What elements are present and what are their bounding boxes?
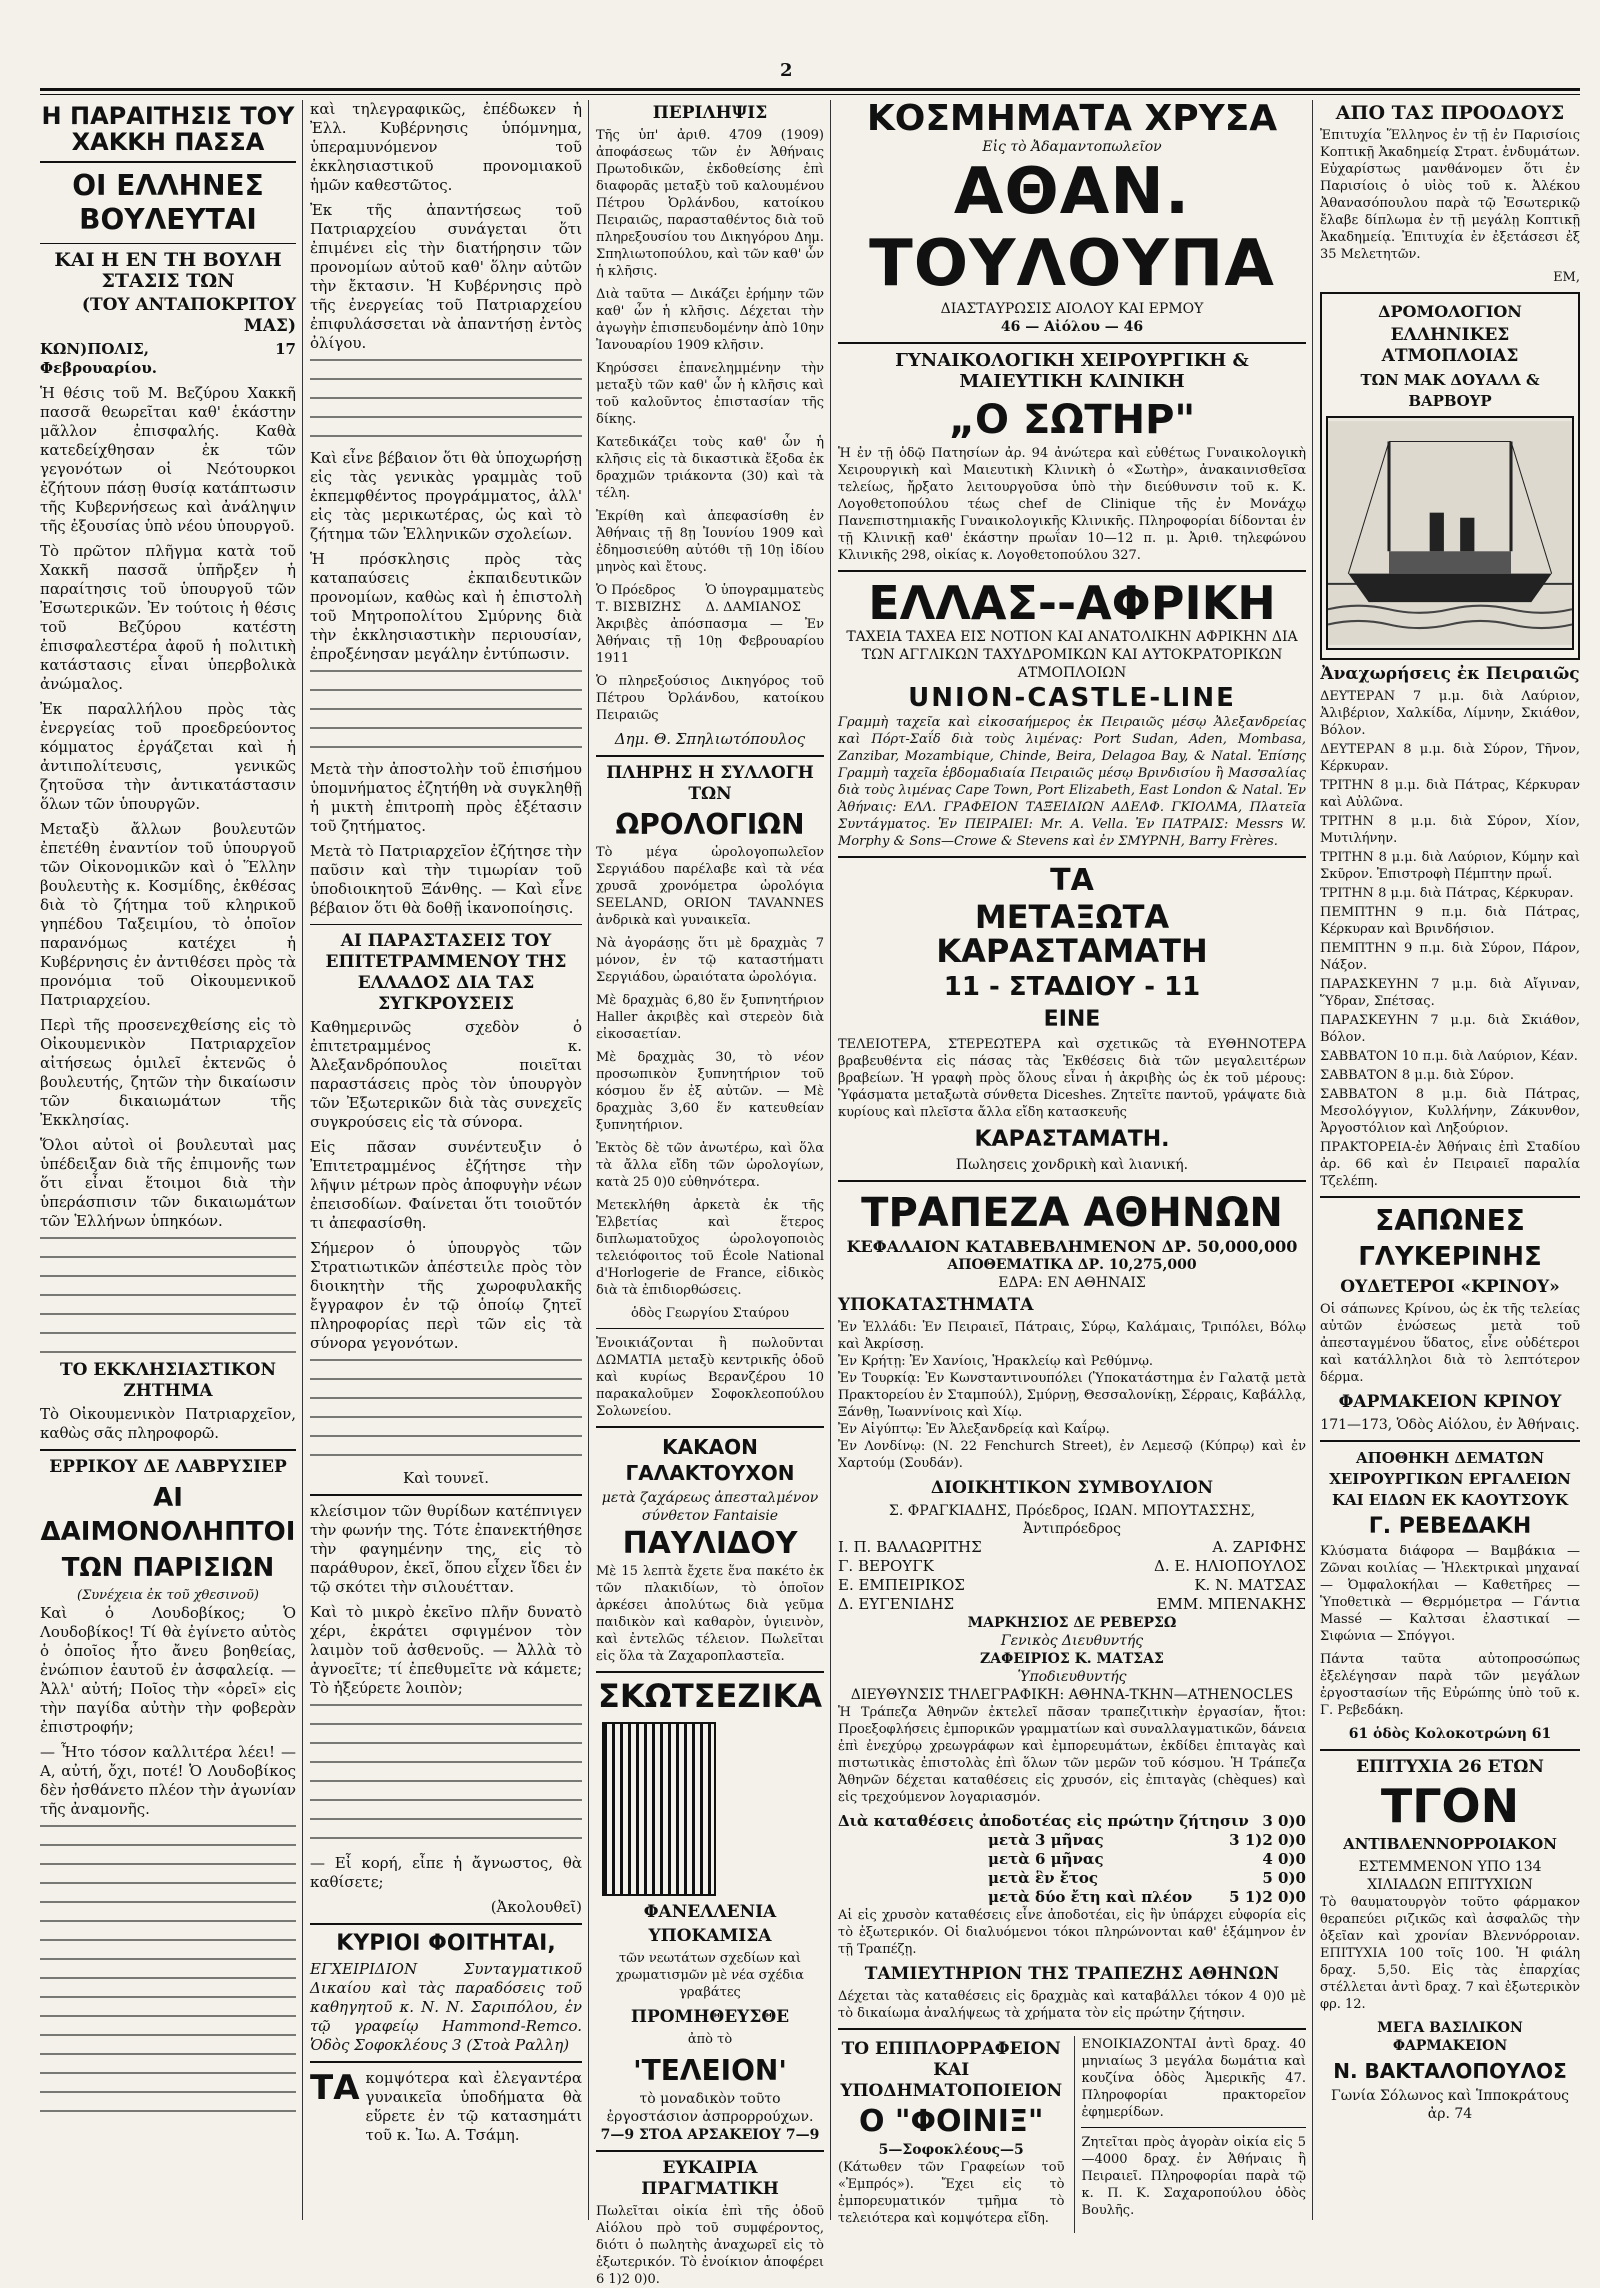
bank-branch: Ἐν Κρήτῃ: Ἐν Χανίοις, Ἡρακλείῳ καὶ Ρεθύμνῳ.	[838, 1354, 1154, 1369]
medical-supply-title: ΑΠΟΘΗΚΗ ΔΕΜΑΤΩΝ ΧΕΙΡΟΥΡΓΙΚΩΝ ΕΡΓΑΛΕΙΩΝ ΚΑΙ ΕΙΔΩΝ ΕΚ ΚΑΟΥΤΣΟΥΚ	[1329, 1449, 1571, 1509]
fabrics-ad-heading: ΜΕΤΑΞΩΤΑ ΚΑΡΑΣΤΑΜΑΤΗ	[936, 898, 1208, 970]
soap-ad-title: ΣΑΠΩΝΕΣ	[1375, 1204, 1525, 1237]
legal-paragraph: Ὁ πληρεξούσιος Δικηγόρος τοῦ Πέτρου Ὀρλάνδου, κατοίκου Πειραιῶς	[596, 674, 824, 723]
cure-ad-heading: ΕΠΙΤΥΧΙΑ 26 ΕΤΩΝ	[1356, 1757, 1544, 1777]
serial-continued: (Ἀκολουθεῖ)	[490, 1898, 582, 1916]
soap-ad-pharmacy: ΦΑΡΜΑΚΕΙΟΝ ΚΡΙΝΟΥ	[1338, 1392, 1562, 1412]
column-rule	[830, 100, 831, 2220]
rate-row	[838, 1888, 1306, 1907]
fabrics-ad-eine: ΕΙΝΕ	[1043, 1007, 1101, 1032]
bank-seat: ΕΔΡΑ: ΕΝ ΑΘΗΝΑΙΣ	[998, 1275, 1146, 1291]
medical-supply-name: Γ. ΡΕΒΕΔΑΚΗ	[1368, 1514, 1532, 1539]
article-paragraph: Ἐκ παραλλήλου πρὸς τὰς ἐνεργείας τοῦ προεδρεύοντος κόμματος ἐργάζεται καὶ ἡ ἀντιπολίτευσις, γενικῶς ζητοῦσα τὴν ἀντικατάστασιν ὅλων τῶν ὑπουργῶν.	[40, 700, 296, 813]
article-paragraph: Σήμερον ὁ ὑπουργὸς τῶν Στρατιωτικῶν ἀπέστειλε πρὸς τὸν διοικητὴν τῆς χωροφυλακῆς ἔγγραφον ἐν τῷ ὁποίῳ ζητεῖ πληροφορίας περὶ τῶν εἰς τὰ σύνορα γεγονότων.	[310, 1239, 582, 1352]
ad-shoes-title: ΤΑ	[310, 2068, 360, 2108]
schedule-entry: ΠΑΡΑΣΚΕΥΗΝ 7 μ.μ. διὰ Αἴγιναν, Ὕδραν, Σπέτσας.	[1320, 977, 1580, 1009]
board-member: Γ. ΒΕΡΟΥΓΚ	[838, 1557, 934, 1575]
scotch-ad-title: ΣΚΩΤΣΕΖΙΚΑ	[597, 1677, 823, 1715]
clinic-ad-text: Ἡ ἐν τῇ ὁδῷ Πατησίων ἀρ. 94 ἀνώτερα καὶ εὐθέτως Γυναικολογικὴ Χειρουργικὴ καὶ Μαιευτικὴ Κλινικὴ ὁ «Σωτὴρ», ἀνακαινισθεῖσα τελείως, ἤρξατο λειτουργοῦσα ὑπὸ τὴν διεύθυνσιν τοῦ κ. Κ. Λογοθετοπούλου τέως chef de Clinique τῆς ἐν Μονάχῳ Πανεπιστημιακῆς Γυναικολογικῆς Κλινικῆς. Πληροφορίαι δίδονται ἐν τῇ Κλινικῇ καθ' ἑκάστην πρωΐαν 10—12 π. μ. Ἀριθ. τηλεφώνου Κλινικῆς 298, οἰκίας κ. Λογοθετοπούλου 327.	[838, 446, 1306, 563]
soap-ad-name: ΓΛΥΚΕΡΙΝΗΣ	[1358, 1242, 1542, 1272]
cure-ad-address: Γωνία Σόλωνος καὶ Ἱπποκράτους ἀρ. 74	[1331, 2088, 1569, 2122]
scotch-item: ΠΡΟΜΗΘΕΥΣΘΕ	[630, 2007, 790, 2027]
teleion-sub: τὸ μοναδικὸν τοῦτο ἐργοστάσιον ἀσπρορρούχων.	[606, 2091, 814, 2125]
serial-title-2: ΤΩΝ ΠΑΡΙΣΙΩΝ	[61, 1553, 275, 1583]
bank-text: Ἡ Τράπεζα Ἀθηνῶν ἐκτελεῖ πᾶσαν τραπεζιτικὴν ἐργασίαν, ἤτοι: Προεξοφλήσεις ἐμπορικῶν γραμματίων καὶ συναλλαγματικῶν, δάνεια ἐπὶ ἐνεχύρῳ χρεωγράφων καὶ ἐμπορευμάτων, ἐκδίδει ἐπιταγὰς καὶ πιστωτικὰς ἐπιστολὰς ἐπὶ ὅλων τῶν μερῶν τοῦ κόσμου. Ἡ Τράπεζα Ἀθηνῶν δέχεται καταθέσεις εἰς χρυσόν, εἰς ἐπιταγὰς (chèques) καὶ εἰς τρεχούμενον λογαριασμόν.	[838, 1705, 1307, 1805]
schedule-entry: ΤΡΙΤΗΝ 8 μ.μ. διὰ Πάτρας, Κέρκυραν καὶ Αὐλῶνα.	[1320, 778, 1580, 810]
jewelry-ad-corner: ΔΙΑΣΤΑΥΡΩΣΙΣ ΑΙΟΛΟΥ ΚΑΙ ΕΡΜΟΥ	[940, 301, 1204, 317]
bank-subdirector: ΖΑΦΕΙΡΙΟΣ Κ. ΜΑΤΣΑΣ	[980, 1651, 1164, 1667]
schedule-title-2: ΕΛΛΗΝΙΚΕΣ ΑΤΜΟΠΛΟΙΑΣ	[1381, 325, 1519, 366]
article-paragraph: Ἡ πρόσκλησις πρὸς τὰς καταπαύσεις ἐκπαιδευτικῶν προνομίων, καθὼς καὶ ἡ ἐπιστολὴ τοῦ Μητροπολίτου Σμύρνης διὰ τὴν ἐκκλησιαστικὴν περιουσίαν, ἐπροξένησαν μεγάλην ἐντύπωσιν.	[310, 550, 582, 663]
scotch-item: ΥΠΟΚΑΜΙΣΑ	[648, 1926, 772, 1946]
rent-ad-text: ΕΝΟΙΚΙΑΖΟΝΤΑΙ ἀντὶ δραχ. 40 μηνιαίως 3 μεγάλα δωμάτια καὶ κουζίνα ὁδὸς Ἀμερικῆς 47. Πληροφορίαι πρακτορεῖον ἐφημερίδων.	[1081, 2037, 1306, 2120]
schedule-entry: ΔΕΥΤΕΡΑΝ 7 μ.μ. διὰ Λαύριον, Ἀλιβέριον, Χαλκίδα, Λίμνην, Σκιάθον, Βόλον.	[1320, 689, 1580, 738]
fabrics-ad-title: ΤΑ	[1050, 863, 1094, 898]
clock-ad-text: Νὰ ἀγοράσῃς ὅτι μὲ δραχμὰς 7 μόνον, ἐν τῷ καταστήματι Σεργιάδου, ὡραιότατα ὡρολόγια.	[596, 936, 824, 985]
schedule-entry: ΠΕΜΠΤΗΝ 9 π.μ. διὰ Σύρον, Πάρον, Νάξον.	[1320, 941, 1580, 973]
schedule-entry: ΣΑΒΒΑΤΟΝ 8 μ.μ. διὰ Σύρον.	[1320, 1068, 1515, 1083]
bank-reserve: ΑΠΟΘΕΜΑΤΙΚΑ ΔΡ. 10,275,000	[947, 1257, 1197, 1273]
article-paragraph: Τὸ πρῶτον πλῆγμα κατὰ τοῦ Χακκῆ πασσᾶ ὑπῆρξεν ἡ παραίτησις τοῦ ὑπουργοῦ τῶν Ἐσωτερικῶν. Ἐν τούτοις ἡ θέσις τοῦ Βεζύρου κατέστη ἐπισφαλεστέρα ἀφοῦ ἡ πολιτικὴ κατάστασις εἶναι ὑπερβολικὰ ἀνώμαλος.	[40, 542, 296, 693]
bank-board-heading: ΔΙΟΙΚΗΤΙΚΟΝ ΣΥΜΒΟΥΛΙΟΝ	[930, 1478, 1214, 1498]
article-paragraph: Ὅλοι αὐτοὶ οἱ βουλευταὶ μας ὑπέδειξαν διὰ τῆς ἐπιμονῆς των ὅτι εἶναι ἕτοιμοι διὰ τὴν ὑπεράσπισιν τῶν δικαιωμάτων τῶν Ἑλλήνων ὑπηκόων.	[40, 1136, 296, 1230]
board-member: Κ. Ν. ΜΑΤΣΑΣ	[1194, 1576, 1306, 1594]
section-heading: ΤΟ ΕΚΚΛΗΣΙΑΣΤΙΚΟΝ ΖΗΤΗΜΑ	[59, 1360, 277, 1401]
text-filler	[310, 670, 582, 760]
headline-resignation: Η ΠΑΡΑΙΤΗΣΙΣ ΤΟΥ ΧΑΚΚΗ ΠΑΣΣΑ	[41, 102, 295, 156]
rate-term: μετὰ ἓν ἔτος	[988, 1869, 1099, 1887]
column-rule	[302, 100, 303, 2220]
signature-president: Ὁ Πρόεδρος Τ. ΒΙΣΒΙΖΗΣ	[596, 583, 682, 615]
rate-value: 3 0)0	[1262, 1812, 1306, 1830]
savings-title: ΤΑΜΙΕΥΤΗΡΙΟΝ ΤΗΣ ΤΡΑΠΕΖΗΣ ΑΘΗΝΩΝ	[864, 1964, 1280, 1984]
cure-ad-text: Τὸ θαυματουργὸν τοῦτο φάρμακον θεραπεύει ριζικῶς καὶ ἀσφαλῶς τὴν ὀξεῖαν καὶ χρονίαν Βλεννόρροιαν. ΕΠΙΤΥΧΙΑ 100 τοῖς 100. Ἡ φιάλη δραχ. 5,50. Εἰς τὰς ἐπαρχίας στέλλεται ἀντὶ δραχ. 7 καὶ ἐξωτερικὸν φρ. 12.	[1320, 1895, 1580, 2012]
cure-ad-name: ΤΓΟΝ	[1380, 1779, 1520, 1833]
cure-ad-sub: ΑΝΤΙΒΛΕΝΝΟΡΡΟΙΑΚΟΝ	[1343, 1835, 1557, 1853]
clock-ad-text: Τὸ μέγα ὡρολογοπωλεῖον Σεργιάδου παρέλαβε καὶ τὰ νέα χρυσᾶ χρονόμετρα ὡρολόγια SEELAND, ORION TAVANNES ἀνδρικὰ καὶ γυναικεῖα.	[596, 845, 824, 928]
bank-branches-heading: ΥΠΟΚΑΤΑΣΤΗΜΑΤΑ	[838, 1295, 1034, 1315]
bank-telegraph: ΔΙΕΥΘΥΝΣΙΣ ΤΗΛΕΓΡΑΦΙΚΗ: ΑΘΗΝΑ-ΤΚΗΝ—ΑΤΗΕΝΟCLES	[850, 1687, 1294, 1703]
board-member: Ι. Π. ΒΑΛΑΩΡΙΤΗΣ	[838, 1538, 982, 1556]
serial-paragraph: Καὶ τὸ μικρὸ ἐκεῖνο πλῆν δυνατὸ χέρι, ἐκράτει σφιγμένον τὸν λαιμὸν τοῦ ἀσθενοῦς. — Ἀλλὰ τὸ ἀγνοεῖτε; τί ἐπεθυμεῖτε νὰ κάμετε; Τὸ ἠξεύρετε λοιπὸν;	[310, 1603, 582, 1697]
shipping-ad-title: ΕΛΛΑΣ--ΑΦΡΙΚΗ	[868, 576, 1276, 630]
rate-row	[838, 1850, 1306, 1869]
clock-ad-address: ὁδὸς Γεωργίου Σταύρου	[630, 1306, 790, 1321]
serial-title: ΑΙ ΔΑΙΜΟΝΟΛΗΠΤΟΙ	[40, 1483, 296, 1547]
signature-secretary: Ὁ ὑπογραμματεὺς Δ. ΔΑΜΙΑΝΟΣ	[705, 583, 824, 615]
board-member: Ε. ΕΜΠΕΙΡΙΚΟΣ	[838, 1576, 965, 1594]
bank-text-2: Αἱ εἰς χρυσὸν καταθέσεις εἶνε ἀποδοτέαι, εἰς ἣν ὑπάρχει εὐφορία εἰς τὸ ἐξωτερικόν. Οἱ διαλυόμενοι τόκοι πληρώνονται καθ' ἑξάμηνον ἐν τῇ Τραπέζῃ.	[838, 1908, 1306, 1957]
clock-ad-title: ΠΛΗΡΗΣ Η ΣΥΛΛΟΓΗ ΤΩΝ	[606, 763, 814, 804]
clock-ad-text: Μετεκλήθη ἀρκετὰ ἐκ τῆς Ἑλβετίας καὶ ἕτερος διπλωματοῦχος ὡρολογοποιὸς τελειόφοιτος τοῦ École National d'Horlogerie de France, εἰδικὸς διὰ τὰ ἐπιδιορθώσεις.	[596, 1198, 824, 1298]
clinic-ad-title: ΓΥΝΑΙΚΟΛΟΓΙΚΗ ΧΕΙΡΟΥΡΓΙΚΗ & ΜΑΙΕΥΤΙΚΗ ΚΛΙΝΙΚΗ	[895, 350, 1249, 392]
rate-term: Διὰ καταθέσεις ἀποδοτέας εἰς πρώτην ζήτησιν	[838, 1812, 1249, 1830]
rooms-ad-text: Ἐνοικιάζονται ἢ πωλοῦνται ΔΩΜΑΤΙΑ μεταξὺ κεντρικῆς ὁδοῦ καὶ κυρίως Βερανζέρου 10 παρακαλοῦμεν Σοφοκλεοπούλου Σολωνείου.	[596, 1336, 824, 1419]
board-member: Δ. Ε. ΗΛΙΟΠΟΥΛΟΣ	[1153, 1557, 1306, 1575]
bank-director: ΜΑΡΚΗΣΙΟΣ ΔΕ ΡΕΒΕΡΣΩ	[967, 1615, 1177, 1631]
cure-ad-depot: ΜΕΓΑ ΒΑΣΙΛΙΚΟΝ ΦΑΡΜΑΚΕΙΟΝ	[1377, 2020, 1523, 2054]
shipping-ad-line: UNION-CASTLE-LINE	[908, 683, 1236, 713]
cocoa-ad-text: Μὲ 15 λεπτὰ ἔχετε ἕνα πακέτο ἐκ τῶν πλακιδίων, τὸ ὁποῖον ἀρκέσει ἀπολύτως διὰ γεῦμα παιδικὸν καὶ καθαρὸν, ὑγιεινὸν, καὶ ἐντελῶς τέλειον. Πωλεῖται εἰς ὅλα τὰ Ζαχαροπλαστεῖα.	[596, 1564, 824, 1664]
article-paragraph: Καθημερινῶς σχεδὸν ὁ ἐπιτετραμμένος κ. Ἀλεξανδρόπουλος ποιεῖται παραστάσεις πρὸς τὸν ὑπουργὸν τῶν Ἐξωτερικῶν διὰ τὰς συνεχεῖς συγκρούσεις εἰς τὰ σύνορα.	[310, 1018, 582, 1131]
summary-title: ΠΕΡΙΛΗΨΙΣ	[652, 103, 768, 123]
article-paragraph: καὶ τηλεγραφικῶς, ἐπέδωκεν ἡ Ἐλλ. Κυβέρνησις ὑπόμνημα, ὑπεραμυνόμενον τοῦ ἐκκλησιαστικοῦ προνομιακοῦ ἡμῶν καθεστῶτος.	[310, 100, 582, 194]
column-rule	[1312, 100, 1313, 2220]
steamship-illustration	[1326, 416, 1574, 650]
fabrics-ad-address: 11 - ΣΤΑΔΙΟΥ - 11	[943, 972, 1201, 1002]
medical-supply-items: Κλύσματα διάφορα — Βαμβάκια — Ζῶναι κοιλίας — Ἠλεκτρικαὶ μηχαναί — Ὀμφαλοκήλαι — Καθετῆρες — Ὑποθετικὰ — Θερμόμετρα — Γάντια Massé — Καλτσαι ἐλαστικαί — Σιφώνια — Σπόγγοι.	[1320, 1544, 1580, 1644]
progress-signature: ΕΜ,	[1553, 270, 1580, 285]
phoenix-name: Ο "ΦΟΙΝΙΞ"	[858, 2104, 1044, 2139]
schedule-title: ΔΡΟΜΟΛΟΓΙΟΝ	[1378, 302, 1522, 321]
schedule-entry: ΠΕΜΠΤΗΝ 9 π.μ. διὰ Πάτρας, Κέρκυραν καὶ Βρινδήσιον.	[1320, 905, 1580, 937]
article-paragraph: Καὶ εἶνε βέβαιον ὅτι θὰ ὑποχωρήσῃ εἰς τὰς γενικὰς γραμμὰς τοῦ ἐκπεμφθέντος προγράμματος, ἀλλ' εἰς τὰς μερικωτέρας, ὡς καὶ τὸ ζήτημα τῶν Ἑλληνικῶν σχολείων.	[310, 449, 582, 543]
bank-title: ΤΡΑΠΕΖΑ ΑΘΗΝΩΝ	[861, 1190, 1283, 1236]
scotch-item: ἀπὸ τὸ	[687, 2032, 733, 2047]
progress-text: Ἐπιτυχία Ἕλληνος ἐν τῇ ἐν Παρισίοις Κοπτικῇ Ἀκαδημείᾳ Στρατ. ἐνδυμάτων. Εὐχαρίστως μανθάνομεν ὅτι ἐν Παρισίοις ὁ υἱὸς τοῦ κ. Ἀλέκου Ἀθανασόπουλου παρὰ τῷ Ἐσωτερικῷ ἔλαβε δίπλωμα ἐν τῇ μεγάλῃ Κοπτικῇ Ἀκαδημείᾳ. Ἐπιτυχία ἐν ἐξετάσεσι ἐξ 35 Μελετητῶν.	[1320, 128, 1580, 262]
cocoa-ad-title: ΚΑΚΑΟΝ ΓΑΛΑΚΤΟΥΧΟΝ	[625, 1435, 795, 1485]
savings-text: Δέχεται τὰς καταθέσεις εἰς δραχμὰς καὶ καταβάλλει τόκον 4 0)0 μὲ τὸ δικαίωμα ἀναλήψεως τὰ χρήματα τὸν εἰς πρώτην ζήτησιν.	[838, 1989, 1306, 2021]
dateline: ΚΩΝ)ΠΟΛΙΣ, 17 Φεβρουαρίου.	[40, 340, 296, 377]
column-4	[838, 98, 1307, 2226]
column-5	[1320, 100, 1580, 2220]
phoenix-address: 5—Σοφοκλέους—5	[878, 2142, 1024, 2158]
serial-paragraph: κλείσιμον τῶν θυρίδων κατέπνιγεν τὴν φωνήν της. Τότε ἐπανεκτήθησε τὴν φαγημένην της, εἰς τὸ παράθυρον, ἐκεῖ, ὅπου εἶχεν ἴδει ἐν τῷ σκότει τὴν σιλουέτταν.	[310, 1502, 582, 1596]
ad-shoes-text: κομψότερα καὶ ἐλεγαντέρα γυναικεῖα ὑποδήματα θὰ εὕρετε ἐν τῷ κατασημάτι τοῦ κ. Ἰω. Α. Τσάμη.	[365, 2069, 582, 2144]
phoenix-pre: ΤΟ ΕΠΙΠΛΟΡΡΑΦΕΙΟΝ ΚΑΙ ΥΠΟΔΗΜΑΤΟΠΟΙΕΙΟΝ	[840, 2039, 1063, 2101]
section-heading: ΑΙ ΠΑΡΑΣΤΑΣΕΙΣ ΤΟΥ ΕΠΙΤΕΤΡΑΜΜΕΝΟΥ ΤΗΣ ΕΛΛΑΔΟΣ ΔΙΑ ΤΑΣ ΣΥΓΚΡΟΥΣΕΙΣ	[325, 931, 567, 1014]
lawyer-name: Δημ. Θ. Σπηλιωτόπουλος	[614, 730, 806, 748]
schedule-entry: ΣΑΒΒΑΤΟΝ 10 π.μ. διὰ Λαύριον, Κέαν.	[1320, 1049, 1578, 1064]
clock-ad-text: Μὲ δραχμὰς 6,80 ἕν ξυπνητήριον Haller ἀκριβὲς καὶ στερεὸν διὰ εἰκοσαετίαν.	[596, 993, 824, 1042]
cocoa-ad-brand: ΠΑΥΛΙΔΟΥ	[622, 1526, 798, 1561]
clock-ad-text: Μὲ δραχμὰς 30, τὸ νέον προσωπικὸν ξυπνητήριον τοῦ κόσμου ἕν ἐξ αὐτῶν. — Μὲ δραχμὰς 3,60 ἕν κατευθείαν ξυπνητήριον.	[596, 1050, 824, 1133]
article-paragraph: Μετὰ τὴν ἀποστολὴν τοῦ ἐπισήμου ὑπομνήματος ἐζητήθη νὰ συγκληθῇ ἡ μικτὴ ἐπιτροπὴ πρὸς ἐξέτασιν τοῦ ζητήματος.	[310, 760, 582, 835]
text-filler	[310, 1359, 582, 1469]
scotch-item: ΦΑΝΕΛΛΕΝΙΑ	[643, 1902, 777, 1922]
fabrics-ad-end: Πωλησεις χονδρικὴ καὶ λιανική.	[955, 1157, 1189, 1173]
article-paragraph: Μεταξὺ ἄλλων βουλευτῶν ἐπετέθη ἐναντίον τοῦ ὑπουργοῦ τῶν Οἰκονομικῶν καὶ ὁ Ἕλλην βουλευτὴς κ. Κοσμίδης, ἐκθέσας διὰ τὸ ζήτημα τοῦ κληρικοῦ γηπέδου Ταξειμίου, τὸ ὁποῖον παρανόμως κατέχει ἡ Κυβέρνησις ἐν ἀντιθέσει πρὸς τὰ προνόμια τοῦ Οἰκουμενικοῦ Πατριαρχείου.	[40, 820, 296, 1009]
ad-students-title: ΚΥΡΙΟΙ ΦΟΙΤΗΤΑΙ,	[336, 1931, 556, 1956]
schedule-entry: ΤΡΙΤΗΝ 8 μ.μ. διὰ Σύρον, Χίον, Μυτιλήνην.	[1320, 814, 1580, 846]
schedule-entry: ΠΑΡΑΣΚΕΥΗΝ 7 μ.μ. διὰ Σκιάθον, Βόλον.	[1320, 1013, 1580, 1045]
jewelry-ad-name: ΑΘΑΝ. ΤΟΥΛΟΥΠΑ	[869, 155, 1275, 301]
legal-paragraph: Κατεδικάζει τοὺς καθ' ὧν ἡ κλῆσις εἰς τὰ δικαστικὰ ἔξοδα ἐκ δραχμῶν τριάκοντα (30) καὶ τὰ τέλη.	[596, 435, 824, 501]
article-paragraph: Μετὰ τὸ Πατριαρχεῖον ἐζήτησε τὴν παῦσιν καὶ τὴν τιμωρίαν τοῦ ὑποδιοικητοῦ Ξάνθης. — Καὶ εἶνε βέβαιον ὅτι θὰ δοθῇ ἱκανοποίησις.	[310, 842, 582, 917]
column-3	[596, 100, 824, 2287]
board-member: Α. ΖΑΡΙΦΗΣ	[1212, 1538, 1306, 1556]
ad-students-text: ΕΓΧΕΙΡΙΔΙΟΝ Συνταγματικοῦ Δικαίου καὶ τὰς παραδόσεις τοῦ καθηγητοῦ κ. Ν. Ν. Σαριπόλου, ἐν τῷ γραφείῳ Hammond-Remco. Ὁδὸς Σοφοκλέους 3 (Στοὰ Ραλλη)	[310, 1960, 582, 2054]
text-filler	[310, 1704, 582, 1854]
masthead-rule-thin	[40, 94, 1580, 95]
cure-ad-sub-2: ΕΣΤΕΜΜΕΝΟΝ ΥΠΟ 134 ΧΙΛΙΑΔΩΝ ΕΠΙΤΥΧΙΩΝ	[1358, 1859, 1542, 1893]
schedule-agencies: ΠΡΑΚΤΟΡΕΙΑ-ἐν Ἀθήναις ἐπὶ Σταδίου ἀρ. 66 καὶ ἐν Πειραιεῖ παραλία Τζελέπη.	[1320, 1140, 1580, 1189]
shipping-ad-text: Γραμμὴ ταχεῖα καὶ εἰκοσαήμερος ἐκ Πειραιῶς μέσῳ Ἀλεξανδρείας καὶ Πόρτ-Σαΐδ διὰ τοὺς λιμένας: Port Sudan, Aden, Mombasa, Zanzibar, Mozambique, Chinde, Beira, Delagoa Bay, & Natal. Ἐπίσης Γραμμὴ ταχεῖα ἑβδομαδιαία Πειραιῶς μέσῳ Βρινδισίου ἢ Μασσαλίας διὰ τοὺς λιμένας Cape Town, Port Elizabeth, East London & Natal. Ἐν Ἀθήναις: ΕΛΛ. ΓΡΑΦΕΙΟΝ ΤΑΞΕΙΔΙΩΝ ΑΔΕΛΦ. ΓΚΙΟΛΜΑ, Πλατεῖα Συντάγματος. Ἐν ΠΕΙΡΑΙΕΙ: Mr. A. Vella. Ἐν ΠΑΤΡΑΙΣ: Messrs W. Morphy & Sons—Crowe & Stevens καὶ ἐν ΣΜΥΡΝΗ, Barry Frères.	[838, 715, 1306, 849]
shipping-schedule-box	[1320, 292, 1580, 660]
rate-value: 3 1)2 0)0	[1229, 1831, 1306, 1849]
clinic-ad-name: „Ο ΣΩΤΗΡ"	[948, 397, 1196, 443]
bank-capital: ΚΕΦΑΛΑΙΟΝ ΚΑΤΑΒΕΒΛΗΜΕΝΟΝ ΔΡ. 50,000,000	[846, 1237, 1298, 1256]
rate-term: μετὰ 3 μῆνας	[988, 1831, 1104, 1849]
clock-ad-text: Ἐκτὸς δὲ τῶν ἀνωτέρω, καὶ ὅλα τὰ ἄλλα εἴδη τῶν ὡρολογίων, κατὰ 25 0)0 εὐθηνότερα.	[596, 1141, 824, 1190]
serial-paragraph: Καὶ ὁ Λουδοβίκος; Ὁ Λουδοβίκος! Τί θὰ ἐγίνετο αὐτὸς ὁ ὁποῖος ἦτο ἄνευ βοηθείας, ἐνώπιον ἑαυτοῦ ἐν ἀσφαλείᾳ. — Ἀλλ' αὐτή; Ποῖος τὴν «ὁρεῖ» εἰς τὴν παγίδα αὐτὴν τὴν φοβερὰν ἐπιστροφήν;	[40, 1604, 296, 1736]
soap-ad-address: 171—173, Ὁδὸς Αἰόλου, ἐν Ἀθήναις.	[1320, 1417, 1580, 1433]
serial-paragraph: — Εἶ κορή, εἶπε ἡ ἄγνωστος, θὰ καθίσετε;	[310, 1854, 582, 1891]
headline-greek-deputies: ΟΙ ΕΛΛΗΝΕΣ ΒΟΥΛΕΥΤΑΙ	[72, 169, 264, 236]
teleion-address: 7—9 ΣΤΟΑ ΑΡΣΑΚΕΙΟΥ 7—9	[600, 2127, 820, 2143]
progress-title: ΑΠΟ ΤΑΣ ΠΡΟΟΔΟΥΣ	[1335, 102, 1565, 124]
jewelry-ad-title: ΚΟΣΜΗΜΑΤΑ ΧΡΥΣΑ	[866, 98, 1278, 139]
rate-term: μετὰ 6 μῆνας	[988, 1850, 1104, 1868]
legal-paragraph: Κηρύσσει ἐπανελημμένην τὴν μεταξὺ τῶν καθ' ὧν ἡ κλῆσις καὶ τοῦ καλοῦντος ἐπιστασίαν τῆς δίκης.	[596, 361, 824, 427]
page-number: 2	[780, 60, 793, 81]
medical-supply-address: 61 ὁδὸς Κολοκοτρώνη 61	[1348, 1726, 1552, 1742]
jewelry-ad-address: 46 — Αἰόλου — 46	[1000, 319, 1144, 335]
phoenix-text: (Κάτωθεν τῶν Γραφείων τοῦ «Ἐμπρός»). Ἔχει εἰς τὸ ἐμπορευματικόν τμῆμα τὸ τελειότερα καὶ κομψότερα εἴδη.	[838, 2160, 1065, 2226]
cure-ad-pharmacist: Ν. ΒΑΚΤΑΛΟΠΟΥΛΟΣ	[1333, 2059, 1567, 2083]
serial-paragraph: — Ἦτο τόσον καλλιτέρα λέει! — Α, αὐτή, ὄχι, ποτέ! Ὁ Λουδοβίκος δὲν ἠσθάνετο πλέον τὴν ἀγωνίαν τῆς ἀναμονῆς.	[40, 1743, 296, 1818]
bank-branch: Ἐν Τουρκίᾳ: Ἐν Κωνσταντινουπόλει (Ὑποκατάστημα ἐν Γαλατᾷ μετὰ Πρακτορείου ἐν Σταμπούλ), Σμύρνῃ, Θεσσαλονίκῃ, Σέρραις, Καβάλλᾳ, Ξάνθῃ, Ἰωαννίνοις καὶ Χίῳ.	[838, 1371, 1306, 1420]
bank-director-title: Γενικὸς Διευθυντής	[1000, 1633, 1144, 1649]
bank-board-president: Σ. ΦΡΑΓΚΙΑΔΗΣ, Πρόεδρος, ΙΩΑΝ. ΜΠΟΥΤΑΣΣΗΣ, Ἀντιπρόεδρος	[888, 1503, 1256, 1537]
text-filler	[40, 1237, 296, 1357]
article-paragraph: Ἡ θέσις τοῦ Μ. Βεζύρου Χακκῆ πασσᾶ θεωρεῖται καθ' ἑκάστην μᾶλλον ἐπισφαλής. Καθὰ κατεδείχθησαν ἐκ τῶν γεγονότων οἱ Νεότουρκοι ἐζήτουν πάσῃ θυσίᾳ κατάπτωσιν τῆς Κυβερνήσεως καὶ ἀνάληψιν τῆς ἐξουσίας ὑπὸ νέου ὑπουργοῦ.	[40, 384, 296, 535]
schedule-entry: ΤΡΙΤΗΝ 8 μ.μ. διὰ Πάτρας, Κέρκυραν.	[1320, 886, 1574, 901]
medical-supply-text: Πάντα ταῦτα αὐτοπροσώπως ἐξελέγησαν παρὰ τῶν μεγάλων ἐργοστασίων τῆς Εὐρώπης ὑπὸ τοῦ κ. Γ. Ρεβεδάκη.	[1320, 1652, 1580, 1718]
board-member: Δ. ΕΥΓΕΝΙΔΗΣ	[838, 1595, 955, 1613]
rate-row	[838, 1831, 1306, 1850]
bank-branch: Ἐν Ἑλλάδι: Ἐν Πειραιεῖ, Πάτραις, Σύρῳ, Καλάμαις, Τριπόλει, Βόλῳ καὶ Ἀκρίσσῃ.	[838, 1320, 1306, 1352]
signoff: Καὶ τουνεῖ.	[403, 1469, 489, 1487]
text-filler	[310, 359, 582, 449]
serial-author: ΕΡΡΙΚΟΥ ΔΕ ΛΑΒΡΥΣΙΕΡ	[49, 1457, 287, 1477]
legal-paragraph: Ἐκρίθη καὶ ἀπεφασίσθη ἐν Ἀθήναις τῇ 8ῃ Ἰουνίου 1909 καὶ ἐδημοσιεύθη αὐτόθι τῇ 10ῃ ἰδίου μηνὸς καὶ ἔτους.	[596, 509, 824, 575]
fabrics-ad-text: ΤΕΛΕΙΟΤΕΡΑ, ΣΤΕΡΕΩΤΕΡΑ καὶ σχετικῶς τὰ ΕΥΘΗΝΟΤΕΡΑ βραβευθέντα εἰς πάσας τὰς Ἐκθέσεις διὰ τῶν μεγαλειτέρων βραβείων. Ἡ γραφὴ πρὸς ὅλους εἶναι ἡ ἀκριβὴς ὡς ἐκ τοῦ μέρους: Ὑφάσματα μεταξωτὰ σύνθετα Diceshes. Ζητεῖτε παντοῦ, γράψατε διὰ κυρίους καὶ πλεῖστα ἄλλα εἴδη κατασκευῆς	[838, 1037, 1306, 1120]
buy-ad-text: Ζητεῖται πρὸς ἀγορὰν οἰκία εἰς 5—4000 δραχ. ἐν Ἀθήναις ἢ Πειραιεῖ. Πληροφορίαι παρὰ τῷ κ. Π. Κ. Σαχαροπούλου ὁδὸς Βουλῆς.	[1081, 2135, 1306, 2218]
rate-value: 4 0)0	[1262, 1850, 1306, 1868]
legal-paragraph: Τῆς ὑπ' ἀριθ. 4709 (1909) ἀποφάσεως τῶν ἐν Ἀθήναις Πρωτοδικῶν, ἐκδοθείσης ἐπὶ διαφορᾶς μεταξὺ τοῦ καλουμένου Πέτρου Ὀρλάνδου, κατοίκου Πειραιῶς, παρασταθέντος διὰ τοῦ πληρεξουσίου του Δικηγόρου Δημ. Σπηλιωτοπούλου, καὶ τῶν καθ' ὧν ἡ κλῆσις.	[596, 128, 824, 279]
shirt-illustration	[602, 1722, 716, 1896]
article-paragraph: Ἐκ τῆς ἀπαντήσεως τοῦ Πατριαρχείου συνάγεται ὅτι ἐπιμένει εἰς τὴν διατήρησιν τῶν προνομίων αὐτοῦ καθ' ὅλην αὐτῶν τὴν ἔκτασιν. Ἡ Κυβέρνησις πρὸ τῆς ἐνεργείας τοῦ Πατριαρχείου ἐπιφυλάσσεται νὰ ἀπαντήσῃ ἐντὸς ὀλίγου.	[310, 201, 582, 352]
shipping-ad-sub: ΤΑΧΕΙΑ ΤΑΧΕΑ ΕΙΣ ΝΟΤΙΟΝ ΚΑΙ ΑΝΑΤΟΛΙΚΗΝ ΑΦΡΙΚΗΝ ΔΙΑ ΤΩΝ ΑΓΓΛΙΚΩΝ ΤΑΧΥΔΡΟΜΙΚΩΝ ΚΑΙ ΑΥΤΟΚΡΑΤΟΡΙΚΩΝ ΑΤΜΟΠΛΟΙΩΝ	[846, 629, 1298, 681]
byline: (ΤΟΥ ΑΝΤΑΠΟΚΡΙΤΟΥ ΜΑΣ)	[81, 295, 296, 336]
rate-row	[838, 1869, 1306, 1888]
steamship-icon	[1328, 418, 1572, 648]
rate-row	[838, 1812, 1306, 1831]
masthead-rule	[40, 88, 1580, 91]
column-rule	[588, 100, 589, 2220]
teleion-brand: 'ΤΕΛΕΙΟΝ'	[633, 2054, 787, 2087]
rate-value: 5 1)2 0)0	[1229, 1888, 1306, 1906]
article-paragraph: Εἰς πᾶσαν συνέντευξιν ὁ Ἐπιτετραμμένος ἐζήτησε τὴν λῆψιν μέτρων πρὸς ἀποφυγὴν νέων ἐπεισοδίων. Φαίνεται ὅτι τοιοῦτόν τι ἀπεφασίσθη.	[310, 1138, 582, 1232]
board-member: ΕΜΜ. ΜΠΕΝΑΚΗΣ	[1156, 1595, 1306, 1613]
rate-value: 5 0)0	[1262, 1869, 1306, 1887]
article-paragraph: Τὸ Οἰκουμενικὸν Πατριαρχεῖον, καθὼς σᾶς πληροφορῶ.	[40, 1405, 296, 1442]
fabrics-ad-brand: ΚΑΡΑΣΤΑΜΑΤΗ.	[974, 1127, 1170, 1152]
newspaper-page	[40, 0, 1580, 2287]
opportunity-title: ΕΥΚΑΙΡΙΑ ΠΡΑΓΜΑΤΙΚΗ	[641, 2158, 779, 2199]
legal-paragraph: Διὰ ταῦτα — Δικάζει ἐρήμην τῶν καθ' ὧν ἡ κλῆσις. Δέχεται τὴν ἀγωγὴν ἐπισπευδομένην ἀπὸ 10ην Ἰανουαρίου 1909 κλῆσιν.	[596, 287, 824, 353]
column-2	[310, 100, 582, 2220]
text-filler	[40, 1825, 296, 2125]
bank-subdirector-title: Ὑποδιευθυντής	[1017, 1669, 1127, 1685]
schedule-heading: Ἀναχωρήσεις ἐκ Πειραιῶς	[1320, 664, 1580, 684]
jewelry-ad-sub: Εἰς τὸ Ἀδαμαντοπωλεῖον	[982, 139, 1162, 155]
schedule-title-3: ΤΩΝ ΜΑΚ ΔΟΥΑΛΛ & ΒΑΡΒΟΥΡ	[1360, 371, 1540, 410]
article-paragraph: Περὶ τῆς προσενεχθείσης εἰς τὸ Οἰκουμενικὸν Πατριαρχεῖον αἰτήσεως ὁμιλεῖ ἐκτενῶς ὁ βουλευτής, ζητῶν τὴν δικαίωσιν τῶν δικαιωμάτων τῆς Ἐκκλησίας.	[40, 1016, 296, 1129]
legal-paragraph: Ἀκριβὲς ἀπόσπασμα — Ἐν Ἀθήναις τῇ 10ῃ Φεβρουαρίου 1911	[596, 617, 824, 666]
schedule-entry: ΔΕΥΤΕΡΑΝ 8 μ.μ. διὰ Σύρον, Τῆνον, Κέρκυραν.	[1320, 742, 1580, 774]
schedule-entry: ΤΡΙΤΗΝ 8 μ.μ. διὰ Λαύριον, Κύμην καὶ Σκῦρον. Ἐπιστροφὴ Πέμπτην πρωΐ.	[1320, 850, 1580, 882]
clock-ad-heading: ΩΡΟΛΟΓΙΩΝ	[615, 808, 805, 841]
scotch-item: τῶν νεωτάτων σχεδίων καὶ χρωματισμῶν μὲ νέα σχέδια γραβάτες	[616, 1951, 804, 2000]
bank-branch: Ἐν Λονδίνῳ: (Ν. 22 Fenchurch Street), ἐν Λεμεσῷ (Κύπρῳ) καὶ ἐν Χαρτούμ (Σουδάν).	[838, 1439, 1306, 1471]
opportunity-text: Πωλεῖται οἰκία ἐπὶ τῆς ὁδοῦ Αἰόλου πρὸ τοῦ συμφέροντος, διότι ὁ πωλητὴς ἀναχωρεῖ εἰς τὸ ἐξωτερικόν. Τὸ ἐνοίκιον ἀποφέρει 6 1)2 0)0.	[596, 2204, 824, 2287]
headline-stance: ΚΑΙ Η ΕΝ ΤΗ ΒΟΥΛΗ ΣΤΑΣΙΣ ΤΩΝ	[54, 249, 282, 292]
soap-ad-sub: ΟΥΔΕΤΕΡΟΙ «ΚΡΙΝΟΥ»	[1340, 1277, 1560, 1297]
column-1	[40, 100, 296, 2220]
soap-ad-text: Οἱ σάπωνες Κρίνου, ὡς ἐκ τῆς τελείας αὐτῶν ἐνώσεως μετὰ τοῦ ἀπεσταγμένου ὕδατος, εἶνε οὐδέτεροι καὶ κατάλληλοι διὰ τὸ λεπτότερον δέρμα.	[1320, 1302, 1580, 1385]
rate-term: μετὰ δύο ἔτη καὶ πλέον	[988, 1888, 1193, 1906]
schedule-entry: ΣΑΒΒΑΤΟΝ 8 μ.μ. διὰ Πάτρας, Μεσολόγγιον, Κυλλήνην, Ζάκυνθον, Ἀργοστόλιον καὶ Ληξούριον.	[1320, 1087, 1580, 1136]
bank-branch: Ἐν Αἰγύπτῳ: Ἐν Ἀλεξανδρείᾳ καὶ Καΐρῳ.	[838, 1422, 1110, 1437]
cocoa-ad-sub: μετὰ ζαχάρεως ἀπεσταλμένον σύνθετον Fantaisie	[601, 1490, 819, 1524]
serial-note: (Συνέχεια ἐκ τοῦ χθεσινοῦ)	[77, 1588, 259, 1603]
